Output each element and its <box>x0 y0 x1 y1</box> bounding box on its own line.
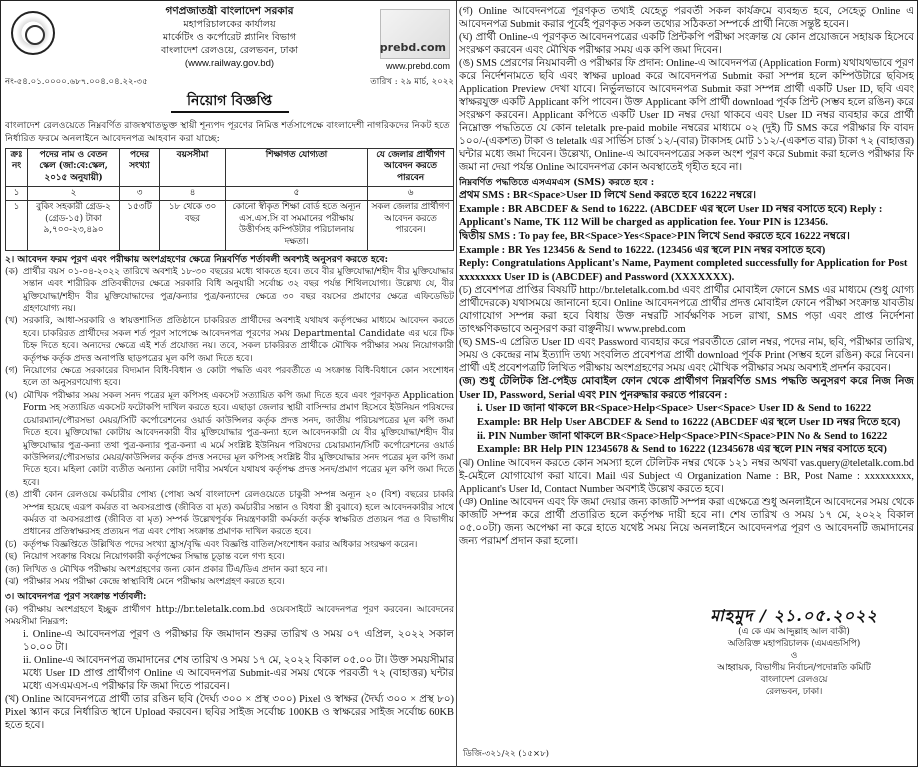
sms-first-example: Example : BR ABCDEF & Send to 16222. (ABCDEF এর স্থলে User ID নম্বর বসাতে হবে) Reply : Applicant's Name, TK 112 Will be charged as application fee. Your PIN is 123456. <box>459 203 883 229</box>
recovery-pin: ii. PIN Number জানা থাকলে BR<Space>Help<Space>PIN<Space>PIN No & Send to 16222 <box>477 430 888 442</box>
list-item-text: (ঘ) প্রার্থী Online-এ পূরণকৃত আবেদনপত্রের একটি প্রিন্টকপি পরীক্ষা সংক্রান্ত যে কোন প্রয়োজনে সহায়ক হিসেবে সংরক্ষণ করবেন এবং মৌখিক পরীক্ষার সময় এক কপি জমা দিবেন। <box>459 32 914 56</box>
header-website: (www.railway.gov.bd) <box>184 58 275 69</box>
table-header-cell: ক্রঃ নং <box>6 148 28 186</box>
list-item-text: নিয়োগ সংক্রান্ত বিষয়ে নিয়োগকারী কর্তৃপক্ষের সিদ্ধান্ত চূড়ান্ত বলে গণ্য হবে। <box>23 552 285 563</box>
intro-text: বাংলাদেশ রেলওয়েতে নিম্নবর্ণিত রাজস্বখাতভুক্ত স্থায়ী শূন্যপদ পূরণের নিমিত্ত শর্তসাপেক্ষে বাংলাদেশী নাগরিকদের নিকট হতে নির্ধারিত ফরমে অনলাইনে আবেদনপত্র আহবান করা যাচ্ছে: <box>5 119 450 144</box>
table-cell: ১ <box>6 186 28 201</box>
table-cell: ৪ <box>160 186 226 201</box>
list-item-text: নিয়োগের ক্ষেত্রে সরকারের বিদ্যমান বিধি-বিধান ও কোটা পদ্ধতি এবং পরবর্তীতে এ সংক্রান্ত বিধি-বিধানে কোন সংশোধন হলে তা অনুসরণযোগ্য হবে। <box>23 366 454 389</box>
memo-number: নং-৫৪.০১.০০০০.৬৮৭.০০৪.০৪.২২-৩৫ <box>5 77 148 87</box>
list-item <box>459 284 914 336</box>
list-item-key: (ক) <box>5 266 19 277</box>
sms-first: প্রথম SMS : BR<Space>User ID লিখে Send করতে হবে 16222 নম্বরে। <box>459 190 757 202</box>
list-item-key: (ঝ) <box>5 576 19 587</box>
page-title: নিয়োগ বিজ্ঞপ্তি <box>171 92 289 112</box>
list-item-key: (ছ) <box>5 552 18 563</box>
watermark-logo: prebd.com <box>379 41 446 55</box>
list-item-text: (গ) Online আবেদনপত্রে পূরণকৃত তথ্যই যেহেতু পরবর্তী সকল কার্যক্রমে ব্যবহৃত হবে, সেহেতু Online এ আবেদনপত্র Submit করার পূর্বেই পূরণকৃত সকল তথ্যের সঠিকতা সম্পর্কে প্রার্থী নিজে সন্তুষ্ট হবেন। <box>459 6 914 30</box>
list-item <box>5 564 454 576</box>
memo-row <box>5 77 454 88</box>
header-address: বাংলাদেশ রেলওয়ে, রেলভবন, ঢাকা <box>160 45 299 56</box>
list-item-key: (জ) <box>5 564 20 575</box>
document-code: ডিজি-৩২১/২২ (১৫×৮) <box>463 748 550 759</box>
list-item-text: (ঞ) Online আবেদন এবং ফি জমা দেয়ার জন্য কাজটি সম্পন্ন করা এক্ষেত্রে শুধু অনলাইনে আবেদনের সময় থেকে কাজটি সম্পন্ন করে প্রার্থী প্রতারিত হলে কর্তৃপক্ষ দায়ী হবে না। শেষ তারিখ ও সময় ১৭ মে, ২০২২ বিকাল ০৫.০০টা) জন্য অপেক্ষা না করে হাতে যথেষ্ট সময় নিয়ে অনলাইনে আবেদনপত্র পূরণ ও আবেদনটি জমাদানের জন্য পরামর্শ প্রদান করা হলো। <box>459 496 914 547</box>
table-header-cell: যে জেলার প্রার্থীগণ আবেদন করতে পারবেন <box>368 148 454 186</box>
list-item-text: i. Online-এ আবেদনপত্র পূরণ ও পরীক্ষার ফি জমাদান শুরুর তারিখ ও সময় ০৭ এপ্রিল, ২০২২ সকাল ১০.০০ টা। <box>23 629 454 654</box>
header-govt: গণপ্রজাতন্ত্রী বাংলাদেশ সরকার <box>165 5 294 17</box>
table-header-row <box>6 148 454 186</box>
list-item-text: (ঝ) Online আবেদন করতে কোন সমস্যা হলে টেলিটক নম্বর থেকে ১২১ নম্বর অথবা vas.query@teletalk.com.bd ই-মেইলে যোগাযোগ করা যাবে। Mail এর Subject এ Organization Name : BR, Post Name : xxxxxxxxx, Applicant's User Id, Contact Number অবশ্যই উল্লেখ করতে হবে। <box>459 457 914 495</box>
table-cell: ৫ <box>226 186 368 201</box>
table-cell-count: ১৫৩টি <box>120 201 160 250</box>
sms-second-example: Example : BR Yes 123456 & Send to 16222. (123456 এর স্থলে PIN নম্বর বসাতে হবে) <box>459 244 826 256</box>
sms-second-reply: Reply: Congratulations Applicant's Name, Payment completed successfully for Application for Post xxxxxxxx User ID is (ABCDEF) and Password (XXXXXXX). <box>459 258 908 283</box>
signatory-title: অতিরিক্ত মহাপরিচালক (এমএন্ডসিপি) <box>727 639 861 649</box>
signatory-location: রেলভবন, ঢাকা। <box>765 687 823 697</box>
portrait-image <box>380 9 450 59</box>
sms-heading: নিম্নবর্ণিত পদ্ধতিতে এসএমএস (SMS) করতে হবে : <box>459 177 655 188</box>
table-cell-sl: ১ <box>6 201 28 250</box>
list-item-text: কর্তৃপক্ষ বিজ্ঞপ্তিতে উল্লিখিত পদের সংখ্যা হ্রাস/বৃদ্ধি এবং বিজ্ঞপ্তি বাতিল/সংশোধন করার অধিকার সংরক্ষণ করেন। <box>23 539 418 550</box>
list-item-key: (চ) <box>5 539 17 550</box>
table-cell-district: সকল জেলার প্রার্থীগণ আবেদন করতে পারবেন। <box>368 201 454 250</box>
table-index-row <box>6 186 454 201</box>
list-item-key: (ঙ) <box>5 490 19 501</box>
list-item <box>5 390 454 489</box>
list-item <box>459 5 914 31</box>
list-item-text: প্রার্থীর বয়স ০১-০৪-২০২২ তারিখে অবশ্যই ১৮-৩০ বছরের মধ্যে থাকতে হবে। তবে বীর মুক্তিযোদ্ধা/শহীদ বীর মুক্তিযোদ্ধার সন্তান এবং শারীরিক প্রতিবন্ধীদের ক্ষেত্রে সরকারি বিধি অনুযায়ী সর্বোচ্চ ৩২ বছর পর্যন্ত শিথিলযোগ্য। উল্লেখ্য যে, বীর মুক্তিযোদ্ধা/শহীদ বীর মুক্তিযোদ্ধাদের পুত্র/কন্যার পুত্র/কন্যাদের ক্ষেত্রে ৩০ বছর বয়সের প্রমাণের ক্ষেত্রে এফিডেভিট গ্রহণযোগ্য নয়। <box>23 266 454 315</box>
table-cell-qualification: কোনো স্বীকৃত শিক্ষা বোর্ড হতে অন্যূন এস.এস.সি বা সমমানের পরীক্ষায় উত্তীর্ণসহ কম্পিউটার পরিচালনায় দক্ষতা। <box>226 201 368 250</box>
list-item-text: সরকারি, আধা-সরকারি ও স্বায়ত্তশাসিত প্রতিষ্ঠানে চাকরিরত প্রার্থীদের অবশ্যই যথাযথ কর্তৃপক্ষের মাধ্যমে আবেদন করতে হবে। চাকরিরত প্রার্থীদের সকল শর্ত পূরণ সাপেক্ষে আবেদনপত্র পূরণের সময় Departmental Candidate এর ঘরে টিক চিহ্ন দিতে হবে। অন্যদের ক্ষেত্রে এই শর্ত প্রযোজ্য নয়। তবে, সকল চাকরিরত প্রার্থীকে মৌখিক পরীক্ষার সময় নিয়োগকারী কর্তৃপক্ষ কর্তৃক প্রদত্ত অনাপত্তি ছাড়পত্রের মূল কপি জমা দিতে হবে। <box>23 316 454 364</box>
list-item <box>459 375 914 402</box>
table-cell: ৬ <box>368 186 454 201</box>
table-header-cell: শিক্ষাগত যোগ্যতা <box>226 148 368 186</box>
sms-second: দ্বিতীয় SMS : To pay fee, BR<Space>Yes<Space>PIN লিখে Send করতে হবে 16222 নম্বরে। <box>459 230 850 242</box>
list-item-text: (ছ) SMS-এ প্রেরিত User ID এবং Password ব্যবহার করে পরবর্তীতে রোল নম্বর, পদের নাম, ছবি, পরীক্ষার তারিখ, সময় ও কেন্দ্রের নাম ইত্যাদি তথ্য সংবলিত প্রবেশপত্র প্রার্থী download পূর্বক Print (সম্ভব হলে রঙিন) করে নিবেন। প্রার্থী এই প্রবেশপত্রটি লিখিত পরীক্ষায় অংশগ্রহণের সময় এবং মৌখিক পরীক্ষার সময় অবশ্যই প্রদর্শন করবেন। <box>459 337 914 375</box>
list-item <box>459 457 914 496</box>
section-2-heading: ২। আবেদন ফরম পূরণ এবং পরীক্ষায় অংশগ্রহণের ক্ষেত্রে নিম্নবর্ণিত শর্তাবলী অবশ্যই অনুসরণ করতে হবে: <box>5 253 388 265</box>
table-cell-post: বুকিং সহকারী গ্রেড-২ (গ্রেড-১৫) টাকা ৯,৭০০-২৩,৪৯০ <box>28 201 120 250</box>
signatory-org: বাংলাদেশ রেলওয়ে <box>760 675 828 685</box>
signatory-committee: আহ্বায়ক, বিভাগীয় নির্বাচন/পদোন্নতি কমিটি <box>717 663 871 673</box>
table-cell: ২ <box>28 186 120 201</box>
list-item <box>459 31 914 57</box>
list-item-text: (চ) প্রবেশপত্র প্রাপ্তির বিষয়টি http://br.teletalk.com.bd এবং প্রার্থীর মোবাইল ফোনে SMS এর মাধ্যমে (শুধু যোগ্য প্রার্থীদেরকে) যথাসময়ে জানানো হবে। Online আবেদনপত্রে প্রার্থীর প্রদত্ত মোবাইল ফোনে পরীক্ষা সংক্রান্ত যাবতীয় যোগাযোগ সম্পন্ন করা হবে বিধায় উক্ত নম্বরটি সার্বক্ষণিক সচল রাখা, SMS পড়া এবং প্রাপ্ত নির্দেশনা তাৎক্ষণিকভাবে অনুসরণ করা বাঞ্ছনীয়। www.prebd.com <box>459 285 914 336</box>
list-item-key: (গ) <box>5 366 18 377</box>
list-item <box>459 336 914 375</box>
left-column <box>5 5 454 764</box>
list-item <box>459 57 914 174</box>
list-item <box>5 628 454 654</box>
conditions-list <box>5 266 454 589</box>
list-item-text: পরীক্ষার সময় পরীক্ষা কেন্দ্রে স্বাস্থ্যবিধি মেনে পরীক্ষায় অংশগ্রহণ করতে হবে। <box>23 576 285 587</box>
notice-header <box>5 5 454 73</box>
posts-table <box>5 148 454 251</box>
list-item <box>5 365 454 390</box>
signatory-name: (এ কে এম আব্দুল্লাহ আল বাকী) <box>738 627 850 637</box>
railway-emblem-icon <box>11 11 55 55</box>
list-item-key: (ঘ) <box>5 390 18 401</box>
list-item-text: ii. Online-এ আবেদনপত্র জমাদানের শেষ তারিখ ও সময় ১৭ মে, ২০২২ বিকাল ০৫.০০ টা। উক্ত সময়সীমার মধ্যে User ID প্রাপ্ত প্রার্থীগণ Online এ আবেদনপত্র Submit-এর সময় থেকে পরবর্তী ৭২ (বাহাত্তর) ঘন্টার মধ্যে এসএমএস-এ পরীক্ষার ফি জমা দিতে পারবেন। <box>23 655 454 693</box>
header-office: মহাপরিচালকের কার্যালয় <box>183 19 276 30</box>
list-item-text: (জ) শুধু টেলিটক প্রি-পেইড মোবাইল ফোন থেকে প্রার্থীগণ নিম্নবর্ণিত SMS পদ্ধতি অনুসরণ করে নিজ নিজ User ID, Password, Serial এবং PIN পুনরুদ্ধার করতে পারবেন : <box>459 376 914 401</box>
signatory-and: ও <box>790 651 798 661</box>
list-item <box>5 539 454 551</box>
signature-block <box>694 605 894 698</box>
table-cell: ৩ <box>120 186 160 201</box>
watermark-url: www.prebd.com <box>385 61 450 71</box>
list-item <box>5 576 454 588</box>
list-item-text: (খ) Online আবেদনপত্রে প্রার্থী তার রঙিন ছবি (দৈর্ঘ্য ৩০০ × প্রস্থ ৩০০) Pixel ও স্বাক্ষর (দৈর্ঘ্য ৩০০ × প্রস্থ ৮০) Pixel স্ক্যান করে নির্ধারিত স্থানে Upload করবেন। ছবির সাইজ সর্বোচ্চ 100KB ও স্বাক্ষরের সাইজ সর্বোচ্চ 60KB হতে হবে। <box>5 694 454 732</box>
list-item <box>459 496 914 548</box>
table-row <box>6 201 454 250</box>
table-header-cell: পদের নাম ও বেতন স্কেল (জা:বে:স্কেল, ২০১৫ অনুযায়ী) <box>28 148 120 186</box>
memo-date: তারিখ : ২৯ মার্চ, ২০২২ <box>370 77 454 87</box>
section-3-heading: ৩। আবেদনপত্র পূরণ সংক্রান্ত শর্তাবলী: <box>5 591 147 603</box>
list-item-text: (ক) পরীক্ষায় অংশগ্রহণে ইচ্ছুক প্রার্থীগণ http://br.teletalk.com.bd ওয়েবসাইটে আবেদনপত্র পূরণ করবেন। আবেদনের সময়সীমা নিম্নরূপ: <box>5 604 454 627</box>
list-item <box>5 654 454 693</box>
list-item-text: লিখিত ও মৌখিক পরীক্ষায় অংশগ্রহণের জন্য কোন প্রকার টিএ/ডিএ প্রদান করা হবে না। <box>23 564 328 575</box>
table-header-cell: বয়সসীমা <box>160 148 226 186</box>
list-item <box>5 489 454 539</box>
list-item-text: (ঙ) SMS প্রেরণের নিয়মাবলী ও পরীক্ষার ফি প্রদান: Online-এ আবেদনপত্র (Application Form) যথাযথভাবে পূরণ করে নির্দেশনামতে ছবি এবং স্বাক্ষর upload করে আবেদনপত্র Submit করা সম্পন্ন হলে কম্পিউটারে ছবিসহ Application Preview দেখা যাবে। নির্ভুলভাবে আবেদনপত্র Submit করা সম্পন্ন প্রার্থী একটি User ID, ছবি এবং স্বাক্ষরযুক্ত একটি Applicant কপি পাবেন। উক্ত Applicant কপি প্রার্থী download পূর্বক প্রিন্ট (সম্ভব হলে রঙিন) করে সংরক্ষণ করবেন। Applicant কপিতে একটি User ID নম্বর দেয়া থাকবে এবং User ID নম্বর ব্যবহার করে প্রার্থী নিম্নোক্ত পদ্ধতিতে যে কোন teletalk pre-paid mobile নম্বরের মাধ্যমে ০২ (দুই) টি SMS করে পরীক্ষার ফি বাবদ ১০০/-(একশত) টাকা ও teletalk এর সার্ভিস চার্জ ১২/-(বার) টাকাসহ মোট ১১২/-(একশত বার) টাকা ৭২ (বাহাত্তর) ঘন্টার মধ্যে জমা দিবেন। উল্লেখ্য, Online-এ আবেদনপত্রের সকল অংশ পূরণ করে Submit করা হলেও পরীক্ষার ফি জমা না দেয়া পর্যন্ত Online আবেদনপত্র কোন অবস্থাতেই গৃহীত হবে না। <box>459 58 914 173</box>
table-header-cell: পদের সংখ্যা <box>120 148 160 186</box>
list-item <box>5 604 454 629</box>
right-column <box>459 5 914 764</box>
list-item-key: (খ) <box>5 316 18 327</box>
list-item <box>5 693 454 732</box>
list-item <box>5 315 454 365</box>
table-cell-age: ১৮ থেকে ৩০ বছর <box>160 201 226 250</box>
recovery-pin-example: Example: BR Help PIN 12345678 & Send to 16222 (12345678 এর স্থলে PIN নম্বর বসাতে হবে) <box>477 444 887 456</box>
list-item-text: মৌখিক পরীক্ষার সময় সকল সনদ পত্রের মূল কপিসহ একসেট সত্যায়িত কপি জমা দিতে হবে এবং পূরণকৃত Application Form সহ সত্যায়িত একসেট ফটোকপি দাখিল করতে হবে। এছাড়া জেলার স্থায়ী বাসিন্দার প্রমাণ হিসেবে ইউনিয়ন পরিষদের চেয়ারম্যান/পৌরসভা মেয়র/সিটি কর্পোরেশনের ওয়ার্ড কাউন্সিলর কর্তৃক প্রদত্ত সনদ, জাতীয় পরিচয়পত্রের মূল কপি জমা দিতে হবে। মুক্তিযোদ্ধা কোটায় আবেদনকারী বীর মুক্তিযোদ্ধার পুত্র-কন্যা হলে আবেদনকারী যে বীর মুক্তিযোদ্ধা/শহীদ বীর মুক্তিযোদ্ধার পুত্র-কন্যা তথা পুত্র-কন্যার পুত্র-কন্যা এ মর্মে সংশ্লিষ্ট ইউনিয়ন পরিষদের চেয়ারম্যান/সিটি কর্পোরেশনের ওয়ার্ড কাউন্সিলর/পৌরসভার মেয়র/কাউন্সিলর কর্তৃক প্রদত্ত সনদের মূল কপিসহ সংশ্লিষ্ট বীর মুক্তিযোদ্ধার সনদ পত্রের মূল কপি জমা দিতে হবে। মহিলা কোটা ব্যতীত অন্যান্য কোটা দাবীর সমর্থনে যথাযথ কর্তৃপক্ষ প্রদত্ত সনদ/প্রমাণ পত্রের মূল কপি জমা দিতে হবে। <box>23 390 454 488</box>
column-divider <box>456 1 457 767</box>
signature-handwritten: মাহমুদ / ২১.০৫.২০২২ <box>710 605 878 625</box>
list-item <box>5 551 454 563</box>
list-item-text: প্রার্থী কোন রেলওয়ে কর্মচারীর পোষ্য (পোষ্য অর্থ বাংলাদেশ রেলওয়েতে চাকুরী সম্পন্ন অন্যূন ২০ (বিশ) বছরের চাকরি সম্পন্ন হয়েছে এরূপ কর্মরত বা অবসরপ্রাপ্ত (জীবিত বা মৃত) কর্মচারীর সন্তান ও বিধবা স্ত্রী বুঝাবে) হলে আবেদনকারীর সাথে কর্মরত বা অবসরপ্রাপ্ত (জীবিত বা মৃত) সম্পর্ক উল্লেখপূর্বক নিয়ন্ত্রণকারী কর্মকর্তা কর্তৃক স্বাক্ষরিত প্রত্যয়ন পত্র ও বিভাগীয় প্রধানের প্রতিস্বাক্ষরসহ প্রত্যয়ন পত্র এবং পোষ্য সংক্রান্ত প্রমাণক দাখিল করতে হবে। <box>23 490 454 538</box>
header-department: মার্কেটিং ও কর্পোরেট প্ল্যানিং বিভাগ <box>162 32 297 43</box>
list-item <box>5 266 454 316</box>
recovery-user-id: i. User ID জানা থাকলে BR<Space>Help<Space> User<Space> User ID & Send to 16222 Example: BR Help User ABCDEF & Send to 16222 (ABCDEF এর স্থলে User ID নম্বর দিতে হবে) <box>477 403 901 429</box>
